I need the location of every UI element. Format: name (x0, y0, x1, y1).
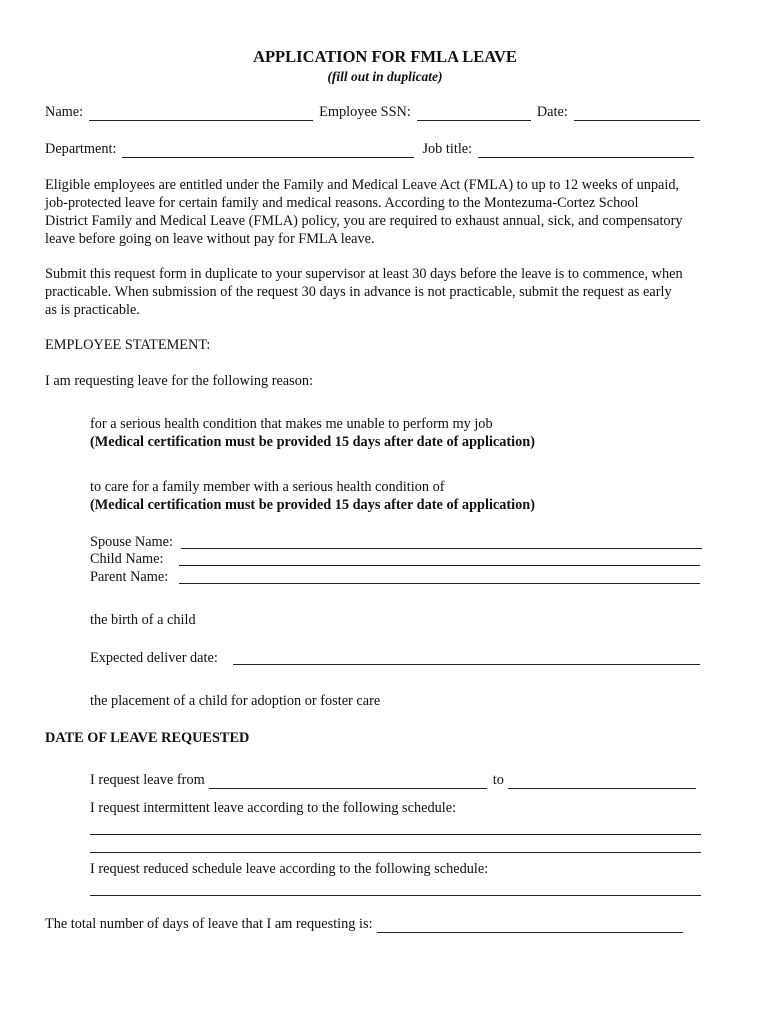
date-label: Date: (536, 104, 568, 120)
expected-date-label: Expected deliver date: (90, 650, 218, 666)
eligibility-line-4: leave before going on leave without pay for FMLA leave. (45, 231, 375, 247)
reason-family-option[interactable]: to care for a family member with a serious health condition of (90, 479, 445, 495)
name-label: Name: (45, 104, 84, 120)
name-ssn-date-row (45, 103, 700, 121)
eligibility-line-2: job-protected leave for certain family and medical reasons. According to the Montezuma-Cortez School (45, 195, 639, 211)
submit-line-2: practicable. When submission of the request 30 days in advance is not practicable, submit the request as early (45, 284, 672, 300)
reduced-schedule-label: I request reduced schedule leave according to the following schedule: (90, 861, 489, 877)
department-label: Department: (45, 141, 117, 157)
leave-from-field[interactable] (209, 774, 487, 789)
intermittent-label: I request intermittent leave according to the following schedule: (90, 800, 457, 816)
spouse-name-field[interactable] (181, 548, 702, 549)
job-title-label: Job title: (422, 141, 473, 157)
job-title-field[interactable] (478, 143, 694, 158)
submit-line-1: Submit this request form in duplicate to your supervisor at least 30 days before the leave is to commence, when (45, 266, 683, 282)
child-label: Child Name: (90, 551, 164, 567)
ssn-field[interactable] (417, 106, 531, 121)
total-days-label: The total number of days of leave that I am requesting is: (45, 916, 373, 932)
reason-health-option[interactable]: for a serious health condition that makes me unable to perform my job (90, 416, 493, 432)
leave-from-to-row (90, 771, 696, 789)
name-field[interactable] (89, 106, 313, 121)
parent-name-field[interactable] (179, 583, 700, 584)
ssn-label: Employee SSN: (319, 104, 411, 120)
department-job-row (45, 140, 694, 158)
reason-adoption-option[interactable]: the placement of a child for adoption or foster care (90, 693, 381, 709)
form-subtitle: (fill out in duplicate) (327, 69, 443, 84)
certification-note-2: (Medical certification must be provided 15 days after date of application) (90, 497, 536, 513)
eligibility-line-1: Eligible employees are entitled under the Family and Medical Leave Act (FMLA) to up to 12 weeks of unpaid, (45, 177, 680, 193)
leave-from-label: I request leave from (90, 772, 205, 788)
leave-to-field[interactable] (508, 774, 696, 789)
reduced-schedule-line[interactable] (90, 895, 701, 896)
parent-label: Parent Name: (90, 569, 169, 585)
total-days-field[interactable] (377, 918, 683, 933)
submit-line-3: as is practicable. (45, 302, 140, 318)
certification-note-1: (Medical certification must be provided 15 days after date of application) (90, 434, 536, 450)
leave-to-label: to (492, 772, 504, 788)
form-title: APPLICATION FOR FMLA LEAVE (253, 47, 517, 66)
child-name-field[interactable] (179, 565, 700, 566)
reason-intro: I am requesting leave for the following reason: (45, 373, 313, 389)
eligibility-line-3: District Family and Medical Leave (FMLA) policy, you are required to exhaust annual, sick, and compensatory (45, 213, 683, 229)
expected-date-field[interactable] (233, 664, 700, 665)
date-field[interactable] (574, 106, 700, 121)
date-of-leave-heading: DATE OF LEAVE REQUESTED (45, 730, 250, 746)
employee-statement-heading: EMPLOYEE STATEMENT: (45, 337, 211, 353)
reason-birth-option[interactable]: the birth of a child (90, 612, 196, 628)
total-days-row (45, 915, 683, 933)
spouse-label: Spouse Name: (90, 534, 173, 550)
department-field[interactable] (122, 143, 414, 158)
intermittent-schedule-line-2[interactable] (90, 852, 701, 853)
intermittent-schedule-line-1[interactable] (90, 834, 701, 835)
